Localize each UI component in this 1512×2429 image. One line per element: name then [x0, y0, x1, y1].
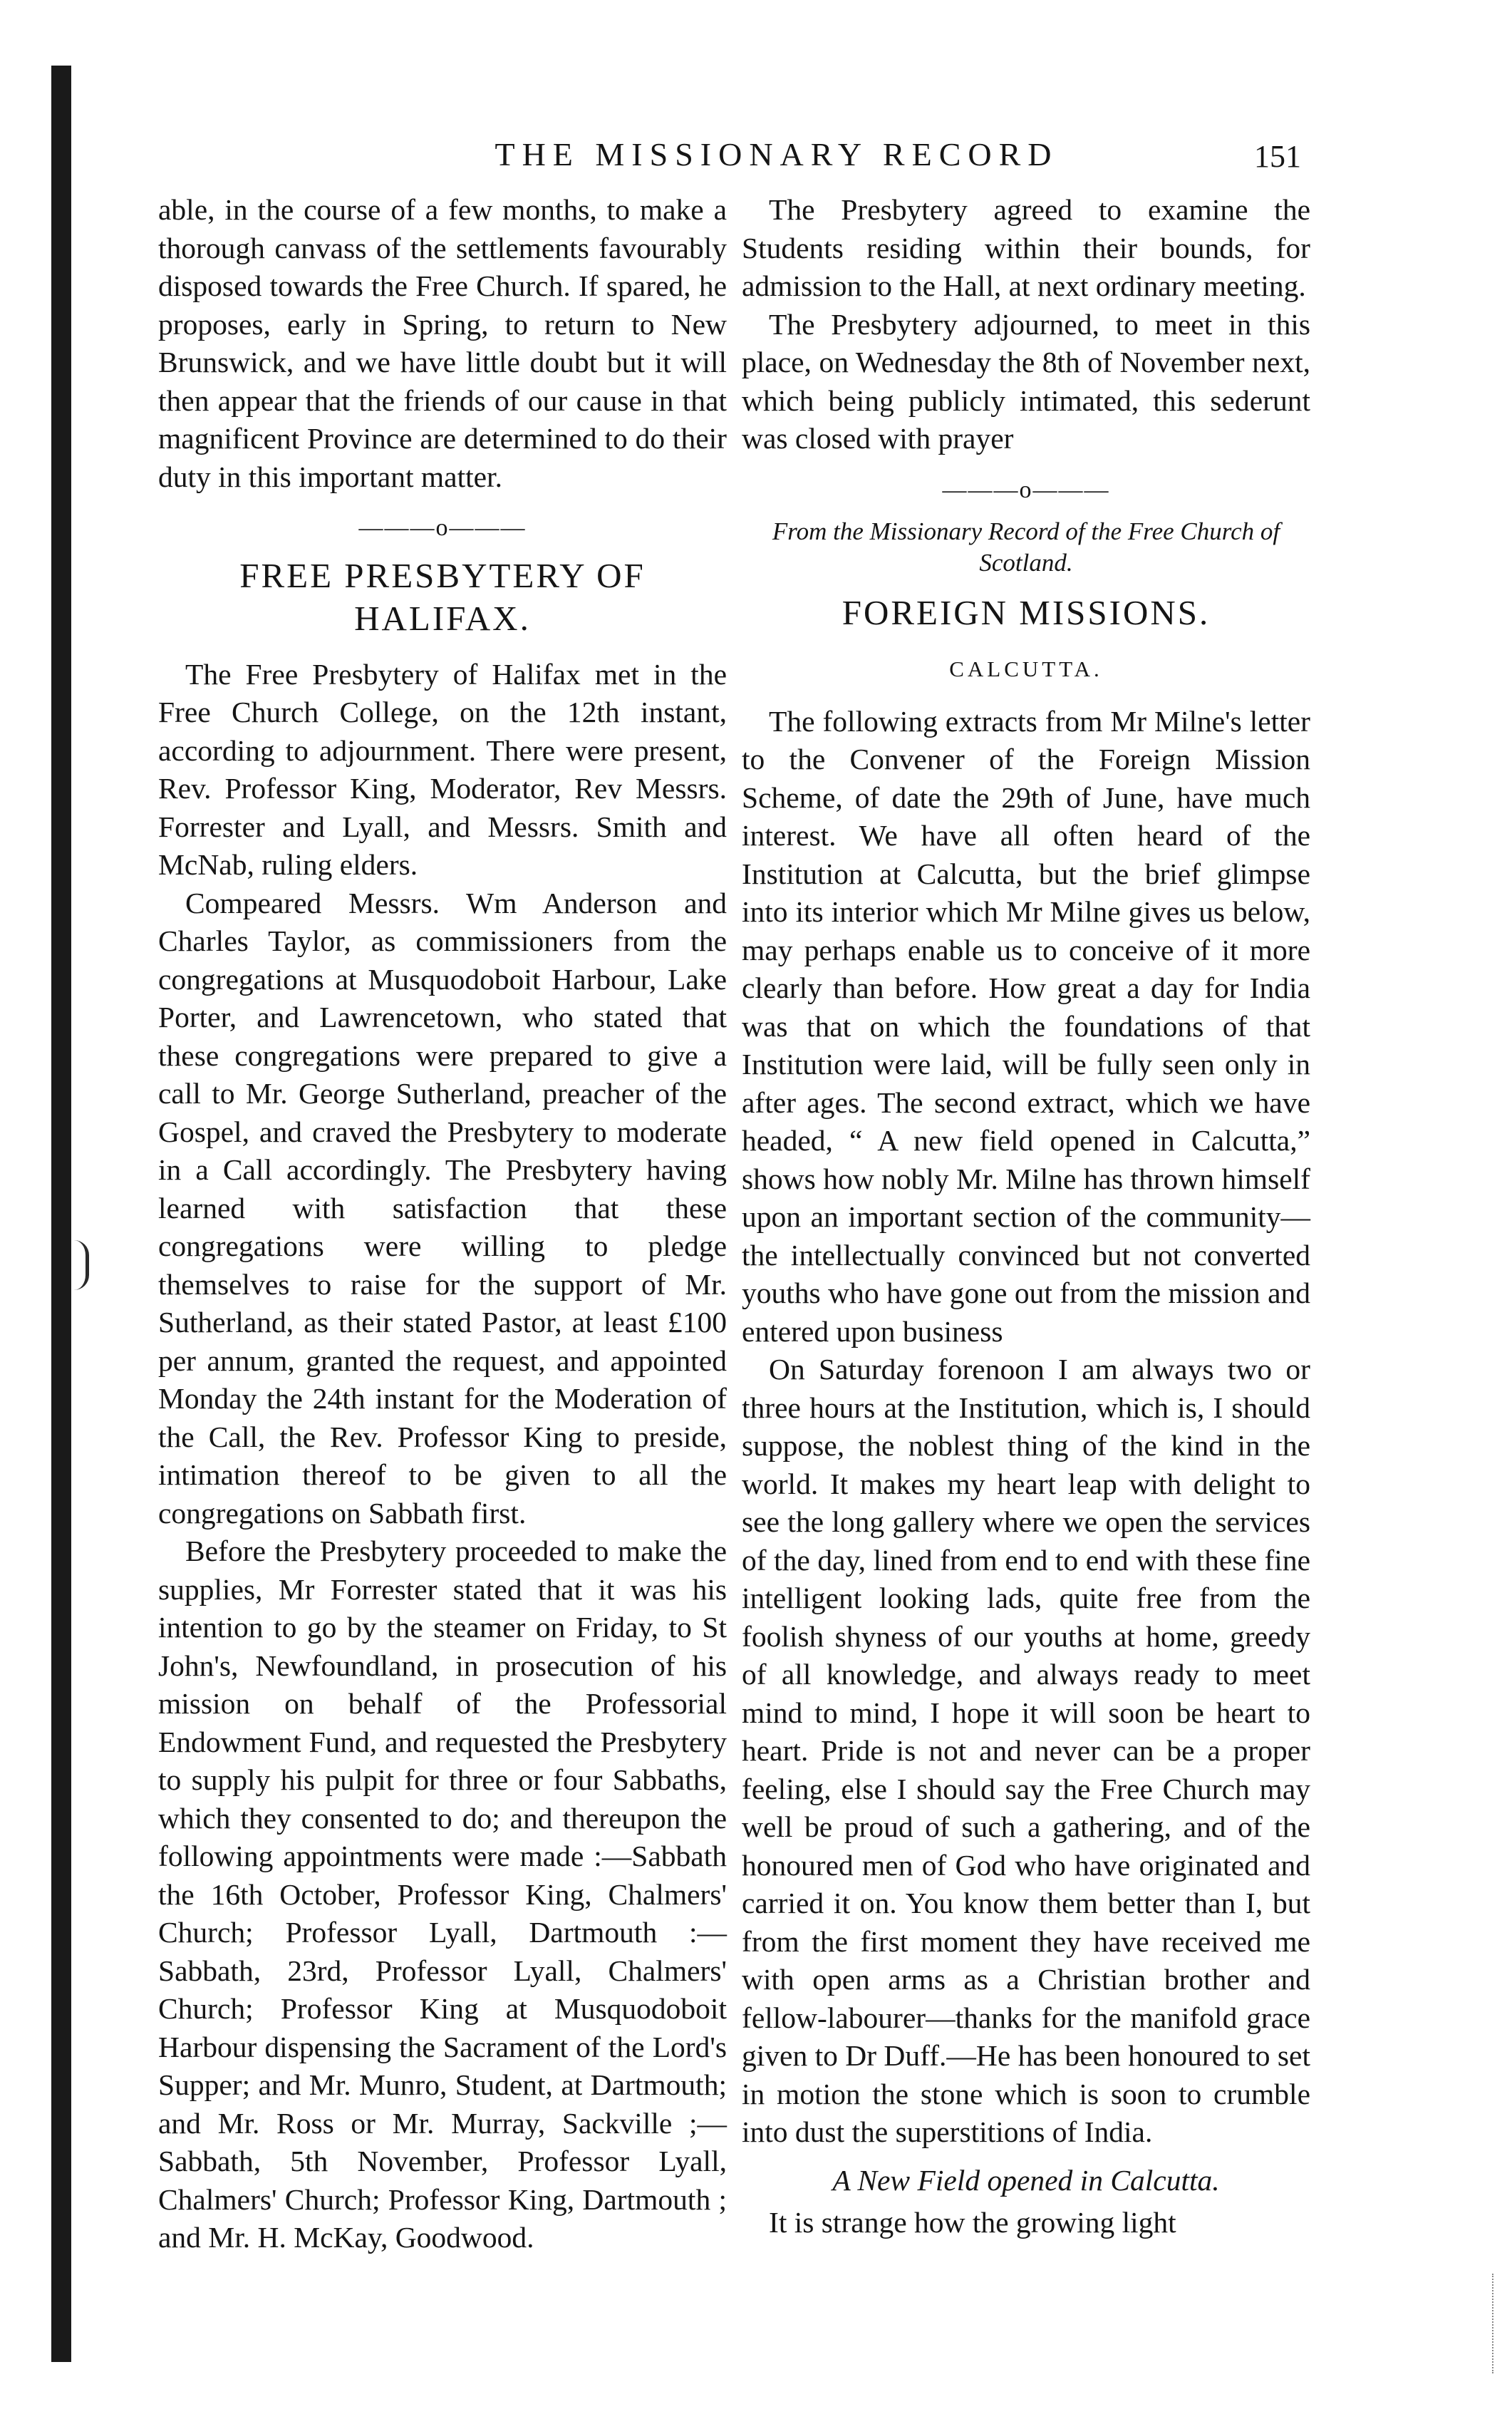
left-column — [158, 191, 727, 2257]
running-head: THE MISSIONARY RECORD — [494, 136, 1059, 172]
body-paragraph: The Presbytery agreed to examine the Students residing within their bounds, for admission to the Hall, at next ordinary meeting. — [742, 193, 1310, 302]
source-attribution: From the Missionary Record of the Free Church of Scotland. — [772, 517, 1280, 577]
italic-subheading: A New Field opened in Calcutta. — [832, 2163, 1220, 2197]
body-paragraph: The Presbytery adjourned, to meet in this place, on Wednesday the 8th of November next, which being publicly intimated, this sederunt was closed with prayer — [742, 307, 1310, 455]
right-column — [742, 191, 1310, 2242]
page-number: 151 — [1254, 139, 1301, 174]
body-paragraph: On Saturday forenoon I am always two or three hours at the Institution, which is, I should suppose, the noblest thing of the kind in the world. It makes my heart leap with delight to see the long gallery where we open the services of the day, lined from end to end with these fine intelligent looking lads, quite free from the foolish shyness of our youths at home, greedy of all knowledge, and always ready to meet mind to mind, I hope it will soon be heart to heart. Pride is not and never can be a proper feeling, else I should say the Free Church may well be proud of such a gathering, and of the honoured men of God who have originated and carried it on. You know them better than I, but from the first moment they have received me with open arms as a Christian brother and fellow-labourer—thanks for the manifold grace given to Dr Duff.—He has been honoured to set in motion the stone which is soon to crumble into dust the superstitions of India. — [742, 1353, 1310, 2148]
body-paragraph: The Free Presbytery of Halifax met in the Free Church College, on the 12th instant, according to adjournment. There were present, Rev. Professor King, Moderator, Rev Messrs. Forrester and Lyall, and Messrs. Smith and McNab, ruling elders. — [158, 657, 727, 881]
section-heading-missions: FOREIGN MISSIONS. — [842, 593, 1211, 632]
body-paragraph: Compeared Messrs. Wm Anderson and Charles Taylor, as commissioners from the congregations at Musquodoboit Harbour, Lake Porter, and Lawrencetown, who stated that these congregations were prepared to give a call to Mr. George Sutherland, preacher of the Gospel, and craved the Presbytery to moderate in a Call accordingly. The Presbytery having learned with satisfaction that these congregations were willing to pledge themselves to raise for the support of Mr. Sutherland, as their stated Pastor, at least £100 per annum, granted the request, and appointed Monday the 24th instant for the Moderation of the Call, the Rev. Professor King to preside, intimation thereof to be given to all the congregations on Sabbath first. — [158, 886, 727, 1530]
continuation-paragraph: able, in the course of a few months, to make a thorough canvass of the settlements favourably disposed towards the Free Church. If spared, he proposes, early in Spring, to return to New Brunswick, and we have little doubt but it will then appear that the friends of our cause in that magnificent Province are determined to do their duty in this important matter. — [158, 193, 727, 493]
binding-edge — [51, 66, 71, 2362]
section-divider: ———o——— — [942, 476, 1110, 503]
body-paragraph: It is strange how the growing light — [769, 2206, 1176, 2239]
body-paragraph: Before the Presbytery proceeded to make the supplies, Mr Forrester stated that it was his intention to go by the steamer on Friday, to St John's, Newfoundland, in prosecution of his mission on behalf of the Professorial Endowment Fund, and requested the Presbytery to supply his pulpit for three or four Sabbaths, which they consented to do; and thereupon the following appointments were made :—Sabbath the 16th October, Professor King, Chalmers' Church; Professor Lyall, Dartmouth :—Sabbath, 23rd, Professor Lyall, Chalmers' Church; Professor King at Musquodoboit Harbour dispensing the Sacrament of the Lord's Supper; and Mr. Munro, Student, at Dartmouth; and Mr. Ross or Mr. Murray, Sackville ;—Sabbath, 5th November, Professor Lyall, Chalmers' Church; Professor King, Dartmouth ; and Mr. H. McKay, Goodwood. — [158, 1535, 727, 2254]
section-divider: ———o——— — [358, 515, 527, 541]
subheading-calcutta: CALCUTTA. — [949, 656, 1103, 681]
section-heading-presbytery: FREE PRESBYTERY OF HALIFAX. — [239, 555, 646, 638]
scan-edge-marks — [1492, 2274, 1498, 2373]
binding-mark — [74, 1240, 89, 1290]
body-paragraph: The following extracts from Mr Milne's letter to the Convener of the Foreign Mission Scheme, of date the 29th of June, have much interest. We have all often heard of the Institution at Calcutta, but the brief glimpse into its interior which Mr Milne gives us below, may perhaps enable us to conceive of it more clearly than before. How great a day for India was that on which the foundations of that Institution were laid, will be fully seen only in after ages. The second extract, which we have headed, “ A new field opened in Calcutta,” shows how nobly Mr. Milne has thrown himself upon an important section of the community—the intellectually convinced but not converted youths who have gone out from the mission and entered upon business — [742, 704, 1310, 1348]
